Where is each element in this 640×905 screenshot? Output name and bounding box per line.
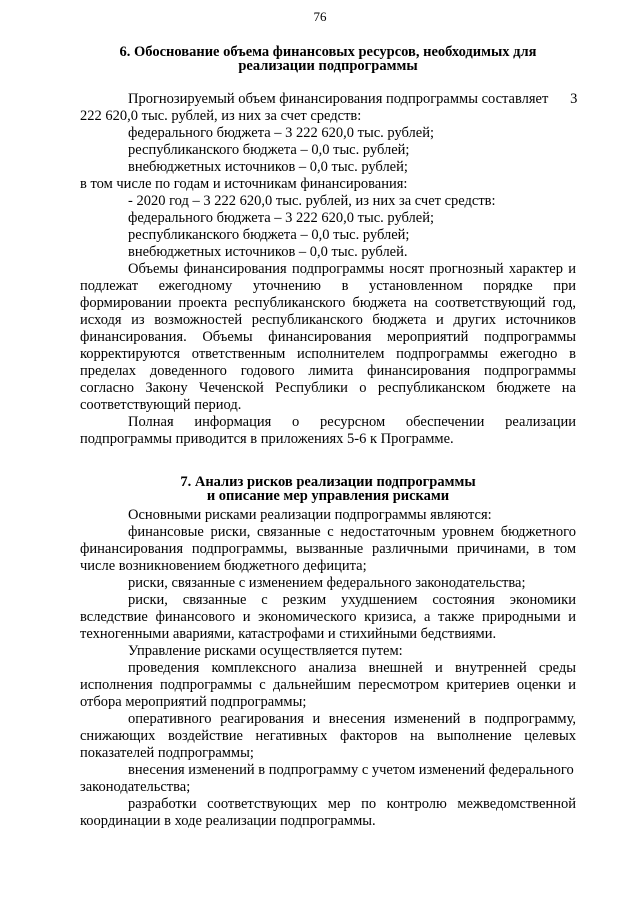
- text-line: Прогнозируемый объем финансирования подпрограммы составляет 3: [128, 91, 578, 107]
- section-7-title-line: и описание мер управления рисками: [206, 488, 450, 504]
- text-line: внебюджетных источников – 0,0 тыс. рублей;: [128, 159, 408, 175]
- text-line: Основными рисками реализации подпрограммы являются:: [128, 507, 492, 523]
- text-line: подлежат ежегодному уточнению в установленном порядке при: [80, 278, 576, 294]
- text-line: координации в ходе реализации подпрограммы.: [80, 813, 376, 829]
- text-line: снижающих воздействие негативных факторов на выполнение целевых: [80, 728, 576, 744]
- section-6-body: [80, 91, 576, 448]
- text-line: техногенными авариями, катастрофами и стихийными бедствиями.: [80, 626, 497, 642]
- text-line: подпрограммы приводится в приложениях 5-6 к Программе.: [80, 431, 454, 447]
- text-line: республиканского бюджета – 0,0 тыс. рублей;: [128, 142, 410, 158]
- text-line: финансирования подпрограммы, вызванные различными причинами, в том: [80, 541, 576, 557]
- text-line: федерального бюджета – 3 222 620,0 тыс. рублей;: [128, 210, 435, 226]
- section-7-body: [80, 507, 576, 830]
- text-line: внесения изменений в подпрограмму с учетом изменений федерального: [128, 762, 574, 778]
- text-line: вследствие финансового и экономического кризиса, а также природными и: [80, 609, 576, 625]
- text-line: пределах доведенного годового лимита финансирования подпрограммы: [80, 363, 576, 379]
- text-line: 222 620,0 тыс. рублей, из них за счет средств:: [80, 108, 362, 124]
- text-line: законодательства;: [80, 779, 191, 795]
- text-line: финансирования. Объемы финансирования мероприятий подпрограммы: [80, 329, 576, 345]
- text-line: оперативного реагирования и внесения изменений в подпрограмму,: [128, 711, 576, 727]
- text-line: показателей подпрограммы;: [80, 745, 254, 761]
- section-7-title-line: 7. Анализ рисков реализации подпрограммы: [180, 474, 476, 490]
- text-line: Объемы финансирования подпрограммы носят прогнозный характер и: [128, 261, 576, 277]
- text-line: разработки соответствующих мер по контролю межведомственной: [128, 796, 576, 812]
- text-line: внебюджетных источников – 0,0 тыс. рублей.: [128, 244, 408, 260]
- text-line: - 2020 год – 3 222 620,0 тыс. рублей, из них за счет средств:: [128, 193, 496, 209]
- text-line: корректируются ответственным исполнителем подпрограммы ежегодно в: [80, 346, 576, 362]
- text-line: республиканского бюджета – 0,0 тыс. рублей;: [128, 227, 410, 243]
- text-line: Управление рисками осуществляется путем:: [128, 643, 403, 659]
- text-line: соответствующий период.: [80, 397, 242, 413]
- text-line: риски, связанные с резким ухудшением состояния экономики: [128, 592, 576, 608]
- text-line: отбора мероприятий подпрограммы;: [80, 694, 307, 710]
- text-line: Полная информация о ресурсном обеспечении реализации: [128, 414, 576, 430]
- text-line: финансовые риски, связанные с недостаточным уровнем бюджетного: [128, 524, 576, 540]
- section-7-title: [80, 475, 576, 503]
- text-line: риски, связанные с изменением федерального законодательства;: [128, 575, 526, 591]
- text-line: исходя из возможностей республиканского бюджета и других источников: [80, 312, 576, 328]
- page-number: 76: [313, 9, 327, 24]
- text-line: в том числе по годам и источникам финансирования:: [80, 176, 408, 192]
- text-line: исполнения подпрограммы с дальнейшим пересмотром критериев оценки и: [80, 677, 576, 693]
- text-line: федерального бюджета – 3 222 620,0 тыс. рублей;: [128, 125, 435, 141]
- section-6-title-line: реализации подпрограммы: [238, 58, 418, 74]
- section-6-title-line: 6. Обоснование объема финансовых ресурсов, необходимых для: [119, 44, 537, 60]
- section-6-title: [80, 45, 576, 73]
- text-line: формировании проекта республиканского бюджета на соответствующий год,: [80, 295, 576, 311]
- text-line: согласно Закону Чеченской Республики о республиканском бюджете на: [80, 380, 576, 396]
- text-line: числе возникновением бюджетного дефицита;: [80, 558, 367, 574]
- text-line: проведения комплексного анализа внешней и внутренней среды: [128, 660, 576, 676]
